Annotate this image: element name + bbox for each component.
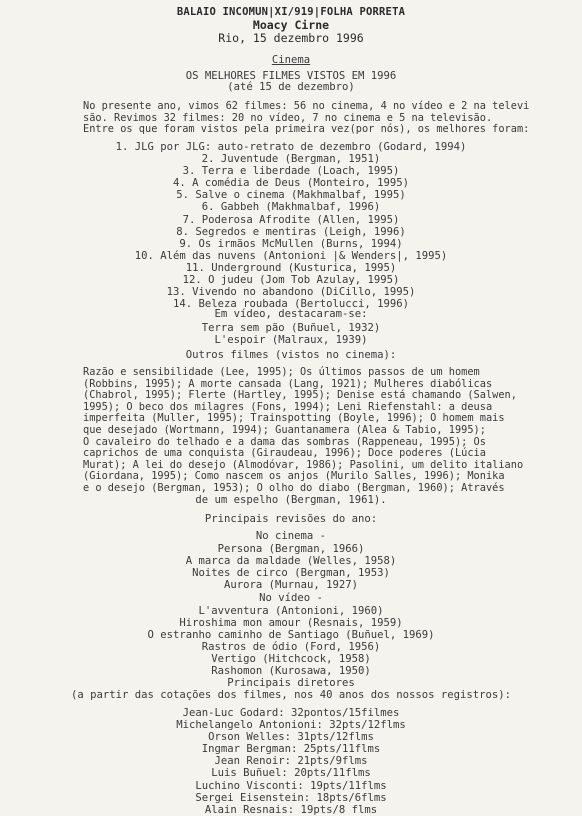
list-item: Orson Welles: 31pts/12flms [208, 731, 374, 744]
list-item: Persona (Bergman, 1966) [217, 543, 365, 555]
list-item: 5. Salve o cinema (Makhmalbaf, 1995) [176, 189, 406, 202]
paragraph-line: 1995); O beco dos milagres (Fons, 1994); Leni Riefenstahl: a deusa [83, 400, 493, 413]
list-item: Luis Buñuel: 20pts/11flms [211, 767, 371, 780]
best-films-list [0, 141, 582, 310]
list-item: Terra sem pão (Buñuel, 1932) [201, 322, 381, 334]
list-item: 8. Segredos e mentiras (Leigh, 1996) [176, 225, 406, 238]
paragraph-line: imperfeita (Muller, 1995); Trainspotting (Boyle, 1996); O homem mais [83, 412, 505, 425]
video-revisions-list [0, 605, 582, 678]
paragraph-line: Razão e sensibilidade (Lee, 1995); Os últimos passos de um homem [83, 366, 480, 378]
video-heading: Em vídeo, destacaram-se: [214, 308, 368, 320]
list-item: Jean-Luc Godard: 32pontos/15filmes [182, 707, 400, 719]
paragraph-line: e o desejo (Bergman, 1953); O olho do diabo (Bergman, 1960); Através [83, 481, 505, 494]
paragraph-line: (Chabrol, 1995); Flerte (Hartley, 1995); Denise está chamando (Salwen, [83, 389, 517, 402]
paragraph-line: que desejado (Wortmann, 1994); Guantanamera (Alea & Tabio, 1995); [83, 423, 486, 436]
list-item: Alain Resnais: 19pts/8 flms [204, 803, 378, 816]
list-item: 11. Underground (Kusturica, 1995) [185, 261, 397, 274]
intro-line: No presente ano, vimos 62 filmes: 56 no cinema, 4 no vídeo e 2 na televi [83, 100, 530, 112]
section-title: Cinema [271, 54, 311, 66]
others-last-line: de um espelho (Bergman, 1961). [195, 494, 387, 506]
revisions-heading: Principais revisões do ano: [204, 513, 378, 525]
list-item: 9. Os irmãos McMullen (Burns, 1994) [179, 237, 403, 250]
list-item: 3. Terra e liberdade (Loach, 1995) [182, 165, 400, 178]
list-item: 2. Juventude (Bergman, 1951) [201, 153, 381, 166]
list-item: O estranho caminho de Santiago (Buñuel, 1969) [147, 629, 435, 642]
cinema-revisions-list [0, 543, 582, 591]
header-date: Rio, 15 dezembro 1996 [218, 31, 364, 45]
header-author: Moacy Cirne [252, 18, 330, 32]
list-item: 4. A comédia de Deus (Monteiro, 1995) [173, 177, 409, 190]
list-item: Sergei Eisenstein: 18pts/6flms [195, 791, 387, 804]
video-revisions-heading: No vídeo - [259, 592, 323, 604]
video-list [0, 322, 582, 346]
list-item: Ingmar Bergman: 25pts/11flms [201, 743, 381, 756]
list-item: 6. Gabbeh (Makhmalbaf, 1996) [201, 201, 381, 214]
list-item: Rastros de ódio (Ford, 1956) [201, 641, 381, 654]
list-item: L'avventura (Antonioni, 1960) [198, 605, 384, 617]
header-publication: BALAIO INCOMUN|XI/919|FOLHA PORRETA [176, 6, 406, 18]
others-paragraph [83, 366, 524, 495]
list-item: A marca da maldade (Welles, 1958) [185, 555, 397, 568]
list-item: Luchino Visconti: 19pts/11flms [195, 779, 387, 792]
article-title: OS MELHORES FILMES VISTOS EM 1996 [185, 70, 397, 82]
list-item: 10. Além das nuvens (Antonioni |& Wenders|, 1995) [134, 249, 448, 262]
directors-subheading: (a partir das cotações dos filmes, nos 40 anos dos nossos registros): [70, 689, 512, 701]
list-item: 13. Vivendo no abandono (DiCillo, 1995) [166, 286, 416, 299]
directors-heading: Principais diretores [227, 677, 355, 689]
list-item: L'espoir (Malraux, 1939) [214, 334, 368, 347]
intro-line: são. Revimos 32 filmes: 20 no vídeo, 7 no cinema e 5 na televisão. [83, 111, 493, 124]
others-heading: Outros filmes (vistos no cinema): [185, 349, 397, 361]
paragraph-line: caprichos de uma conquista (Giraudeau, 1996); Doce poderes (Lúcia [83, 447, 486, 460]
intro-line: Entre os que foram vistos pela primeira vez(por nós), os melhores foram: [83, 123, 530, 136]
list-item: 1. JLG por JLG: auto-retrato de dezembro (Godard, 1994) [115, 141, 467, 153]
list-item: Rashomon (Kurosawa, 1950) [211, 665, 371, 678]
list-item: Michelangelo Antonioni: 32pts/12flms [176, 719, 406, 732]
cinema-heading: No cinema - [255, 530, 327, 542]
article-subtitle: (até 15 de dezembro) [227, 81, 355, 93]
intro-paragraph [83, 100, 530, 136]
list-item: Vertigo (Hitchcock, 1958) [211, 653, 371, 666]
list-item: 7. Poderosa Afrodite (Allen, 1995) [182, 213, 400, 226]
paragraph-line: O cavaleiro do telhado e a dama das sombras (Rappeneau, 1995); Os [83, 435, 486, 448]
paragraph-line: Murat); A lei do desejo (Almodóvar, 1986); Pasolini, um delito italiano [83, 458, 524, 471]
list-item: Noites de circo (Bergman, 1953) [192, 567, 390, 580]
paragraph-line: (Robbins, 1995); A morte cansada (Lang, 1921); Mulheres diabólicas [83, 377, 493, 390]
paragraph-line: (Giordana, 1995); Como nascem os anjos (Murilo Salles, 1996); Monika [83, 470, 505, 483]
list-item: 12. O judeu (Jom Tob Azulay, 1995) [182, 274, 400, 287]
list-item: 14. Beleza roubada (Bertolucci, 1996) [173, 298, 409, 311]
list-item: Aurora (Murnau, 1927) [224, 579, 358, 592]
list-item: Hiroshima mon amour (Resnais, 1959) [179, 617, 403, 630]
list-item: Jean Renoir: 21pts/9flms [214, 755, 368, 768]
